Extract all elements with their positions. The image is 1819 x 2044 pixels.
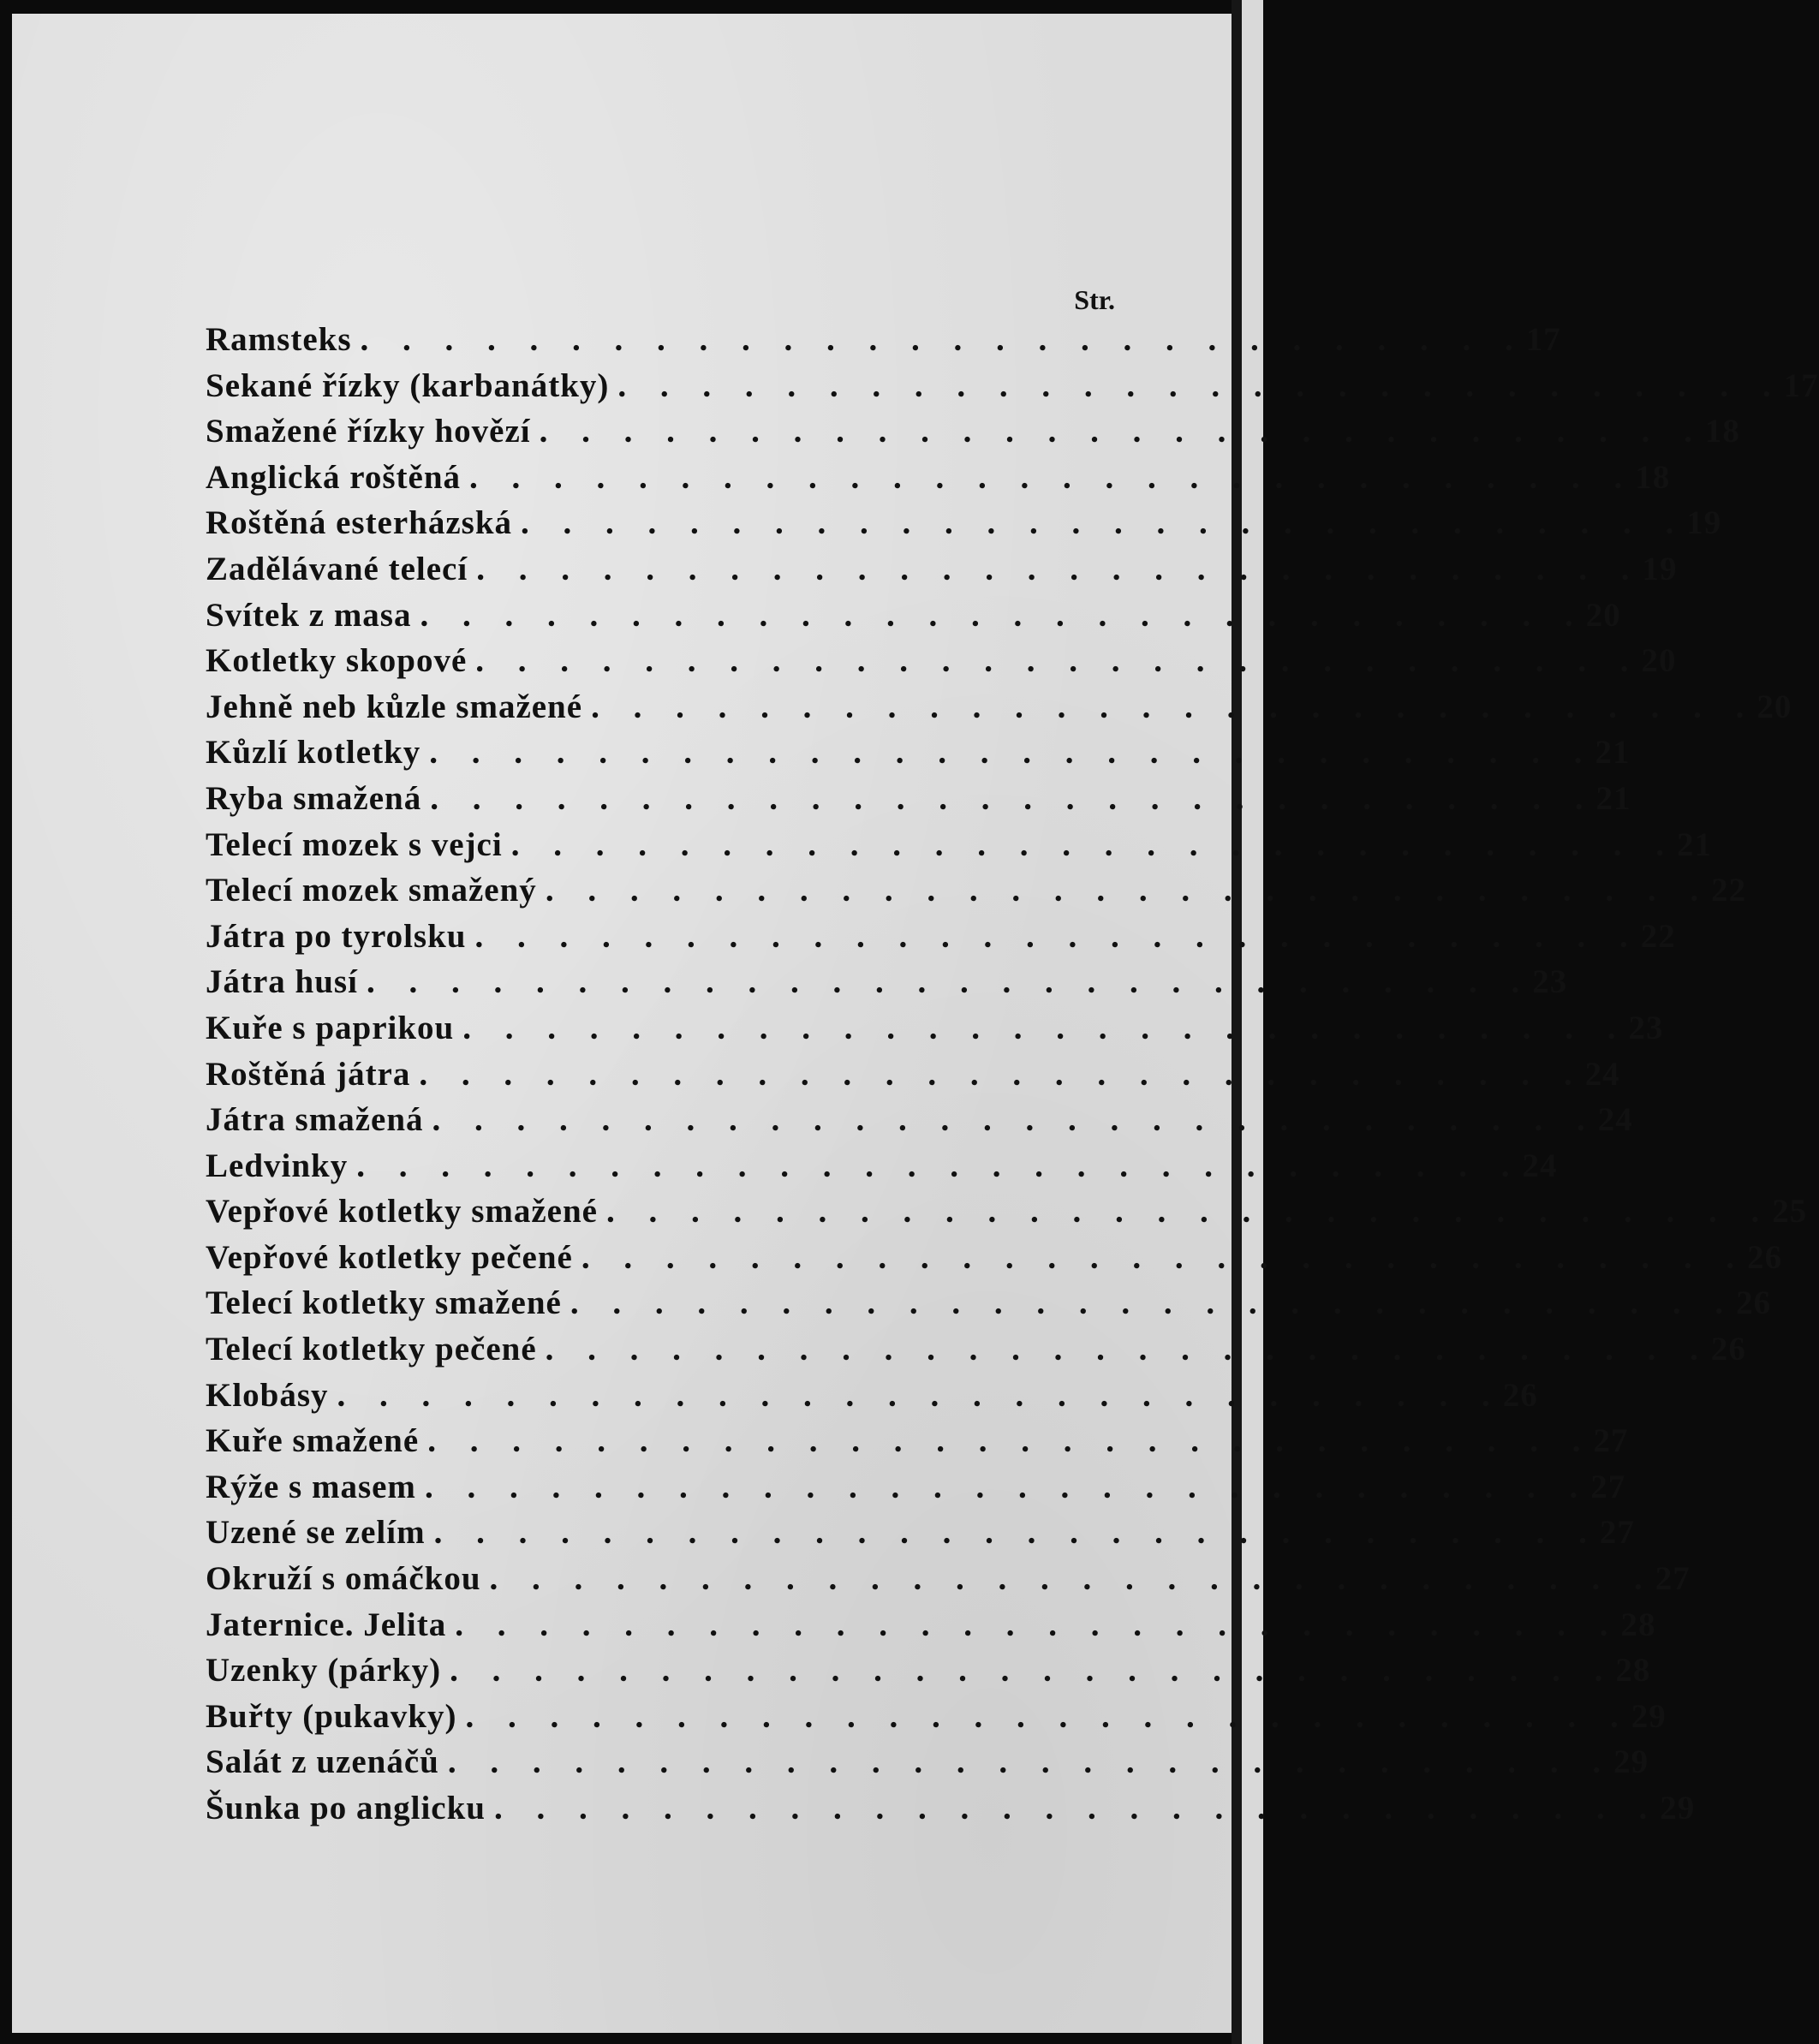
toc-entry-title: Ryba smažená [206,779,422,817]
toc-entry-title: Klobásy [206,1376,329,1414]
toc-entry [206,1694,1667,1740]
toc-entry-page-number: 21 [1676,825,1712,863]
table-of-contents [206,283,1819,1832]
toc-entry-page-number: 22 [1640,917,1676,955]
toc-entry-page-number: 19 [1642,550,1678,587]
toc-entry-title: Kuře smažené [206,1422,420,1460]
toc-entry-title: Buřty (pukavky) [206,1697,457,1735]
toc-entry-title: Uzené se zelím [206,1514,426,1552]
dot-leader: . . . . . . . . . . . . . . . . . . . . . . . . . . . . [521,504,1687,542]
toc-entry-page-number: 20 [1641,642,1677,680]
toc-entry-title: Játra po tyrolsku [206,917,467,955]
toc-entry-page-number: 24 [1584,1055,1620,1093]
toc-entry-title: Smažené řízky hovězí [206,413,531,450]
toc-entry [206,1556,1691,1602]
toc-entry [206,1510,1635,1556]
dot-leader: . . . . . . . . . . . . . . . . . . . . . . . . . . . . [420,596,1586,634]
toc-entry-title: Anglická roštěná [206,458,462,496]
toc-entry-title: Kůzlí kotletky [206,734,421,772]
toc-entry-title: Sekané řízky (karbanátky) [206,366,610,404]
toc-entry-title: Telecí mozek smažený [206,872,537,909]
dot-leader: . . . . . . . . . . . . . . . . . . . . . . . . . . . . [462,1009,1629,1046]
toc-entry-title: Ramsteks [206,321,352,358]
toc-entry-title: Roštěná játra [206,1055,411,1093]
dot-leader: . . . . . . . . . . . . . . . . . . . . . . . . . . . . [424,1468,1591,1505]
toc-entry-title: Játra husí [206,963,358,1001]
dot-leader: . . . . . . . . . . . . . . . . . . . . . . . . . . . . [581,1238,1748,1276]
toc-entry [206,730,1631,776]
toc-entry-page-number: 27 [1590,1468,1626,1505]
toc-entry-page-number: 19 [1686,504,1722,542]
toc-entry [206,1143,1558,1189]
dot-leader: . . . . . . . . . . . . . . . . . . . . . . . . . . . . [469,458,1636,496]
dot-leader: . . . . . . . . . . . . . . . . . . . . . . . . . . . . [539,413,1705,450]
toc-entry-page-number: 23 [1532,963,1568,1001]
toc-entry [206,1464,1626,1511]
toc-entry [206,822,1712,868]
dot-leader: . . . . . . . . . . . . . . . . . . . . . . . . . . . . [447,1743,1614,1781]
toc-entry [206,363,1819,409]
toc-entry-page-number: 29 [1613,1743,1649,1781]
toc-entry-title: Šunka po anglicku [206,1790,486,1826]
dot-leader: . . . . . . . . . . . . . . . . . . . . . . . . . . . . [432,1101,1598,1139]
toc-entry-title: Svítek z masa [206,596,412,634]
dot-leader: . . . . . . . . . . . . . . . . . . . . . . . . . . . . [455,1606,1621,1643]
toc-entry-title: Okruží s omáčkou [206,1560,481,1598]
toc-entry [206,1785,1696,1832]
dot-leader: . . . . . . . . . . . . . . . . . . . . . . . . . . . . [510,825,1677,863]
dot-leader: . . . . . . . . . . . . . . . . . . . . . . . . . . . . [617,366,1784,404]
dot-leader: . . . . . . . . . . . . . . . . . . . . . . . . . . . . [606,1193,1773,1231]
dot-leader: . . . . . . . . . . . . . . . . . . . . . . . . . . . . [366,963,1533,1001]
toc-entry-page-number: 23 [1628,1009,1664,1046]
toc-entry [206,776,1631,822]
toc-entry-page-number: 24 [1597,1101,1633,1139]
toc-entry [206,1005,1664,1052]
toc-entry [206,593,1621,639]
toc-entry [206,455,1671,501]
toc-entry-title: Kuře s paprikou [206,1009,455,1046]
toc-entry-page-number: 24 [1522,1147,1558,1184]
toc-entry-page-number: 25 [1772,1193,1808,1231]
toc-entry-page-number: 28 [1620,1606,1656,1643]
page-column-label: Str. [1074,284,1115,315]
toc-entry-page-number: 26 [1736,1284,1772,1322]
dot-leader: . . . . . . . . . . . . . . . . . . . . . . . . . . . . [419,1055,1585,1093]
dot-leader: . . . . . . . . . . . . . . . . . . . . . . . . . . . . [465,1697,1631,1735]
toc-entry-title: Telecí mozek s vejci [206,825,503,863]
toc-entries [206,317,1819,1832]
toc-entry [206,1373,1538,1419]
dot-leader: . . . . . . . . . . . . . . . . . . . . . . . . . . . . [494,1790,1661,1826]
toc-entry-title: Vepřové kotletky smažené [206,1193,598,1231]
dot-leader: . . . . . . . . . . . . . . . . . . . . . . . . . . . . [427,1422,1594,1460]
toc-entry-title: Rýže s masem [206,1468,416,1505]
toc-entry-title: Vepřové kotletky pečené [206,1238,573,1276]
toc-entry-page-number: 26 [1502,1376,1538,1414]
toc-entry [206,1739,1649,1785]
dot-leader: . . . . . . . . . . . . . . . . . . . . . . . . . . . . [545,1331,1711,1368]
toc-entry-page-number: 22 [1711,872,1747,909]
toc-entry-title: Ledvinky [206,1147,349,1184]
toc-entry-title: Telecí kotletky pečené [206,1331,537,1368]
toc-entry-page-number: 21 [1595,734,1631,772]
toc-entry [206,1235,1783,1281]
toc-entry-page-number: 29 [1660,1790,1696,1826]
dot-leader: . . . . . . . . . . . . . . . . . . . . . . . . . . . . [570,1284,1737,1322]
dot-leader: . . . . . . . . . . . . . . . . . . . . . . . . . . . . [591,688,1757,725]
toc-entry-page-number: 18 [1704,413,1740,450]
toc-entry-page-number: 27 [1655,1560,1691,1598]
toc-entry-page-number: 26 [1747,1238,1783,1276]
toc-entry-title: Játra smažená [206,1101,424,1139]
toc-entry [206,1326,1746,1373]
toc-entry [206,1648,1651,1694]
dot-leader: . . . . . . . . . . . . . . . . . . . . . . . . . . . . [476,550,1643,587]
toc-entry [206,867,1747,914]
toc-entry-title: Roštěná esterházská [206,504,513,542]
toc-entry-page-number: 17 [1783,366,1819,404]
dot-leader: . . . . . . . . . . . . . . . . . . . . . . . . . . . . [474,917,1641,955]
dot-leader: . . . . . . . . . . . . . . . . . . . . . . . . . . . . [475,642,1642,680]
dot-leader: . . . . . . . . . . . . . . . . . . . . . . . . . . . . [360,321,1526,358]
toc-entry [206,1602,1656,1648]
dot-leader: . . . . . . . . . . . . . . . . . . . . . . . . . . . . [430,779,1596,817]
toc-entry [206,1097,1633,1143]
toc-entry-title: Jaternice. Jelita [206,1606,447,1643]
toc-entry-title: Kotletky skopové [206,642,468,680]
dot-leader: . . . . . . . . . . . . . . . . . . . . . . . . . . . . [429,734,1595,772]
toc-entry [206,1418,1629,1464]
toc-entry-page-number: 20 [1756,688,1792,725]
dot-leader: . . . . . . . . . . . . . . . . . . . . . . . . . . . . [337,1376,1503,1414]
toc-entry [206,546,1678,593]
toc-entry [206,500,1722,546]
toc-entry [206,684,1792,730]
dot-leader: . . . . . . . . . . . . . . . . . . . . . . . . . . . . [489,1560,1655,1598]
toc-entry-page-number: 21 [1595,779,1631,817]
toc-entry-title: Zadělávané telecí [206,550,468,587]
toc-entry [206,959,1568,1005]
toc-entry-title: Jehně neb kůzle smažené [206,688,583,725]
toc-entry-page-number: 17 [1525,321,1561,358]
toc-entry-page-number: 28 [1615,1652,1651,1689]
toc-entry [206,1052,1620,1098]
toc-entry [206,1189,1808,1235]
dot-leader: . . . . . . . . . . . . . . . . . . . . . . . . . . . . [450,1652,1616,1689]
toc-entry-page-number: 27 [1599,1514,1635,1552]
toc-entry-page-number: 29 [1631,1697,1667,1735]
toc-entry-title: Salát z uzenáčů [206,1743,439,1781]
dot-leader: . . . . . . . . . . . . . . . . . . . . . . . . . . . . [433,1514,1600,1552]
dot-leader: . . . . . . . . . . . . . . . . . . . . . . . . . . . . [545,872,1712,909]
toc-entry-title: Telecí kotletky smažené [206,1284,562,1322]
toc-entry-title: Uzenky (párky) [206,1652,442,1689]
toc-entry [206,1280,1772,1326]
dot-leader: . . . . . . . . . . . . . . . . . . . . . . . . . . . . [356,1147,1523,1184]
toc-entry [206,408,1740,455]
toc-entry-page-number: 27 [1593,1422,1629,1460]
toc-entry [206,638,1677,684]
toc-entry-page-number: 26 [1710,1331,1746,1368]
toc-entry-page-number: 18 [1635,458,1671,496]
toc-entry-page-number: 20 [1585,596,1621,634]
toc-entry [206,914,1676,960]
toc-entry [206,317,1561,363]
